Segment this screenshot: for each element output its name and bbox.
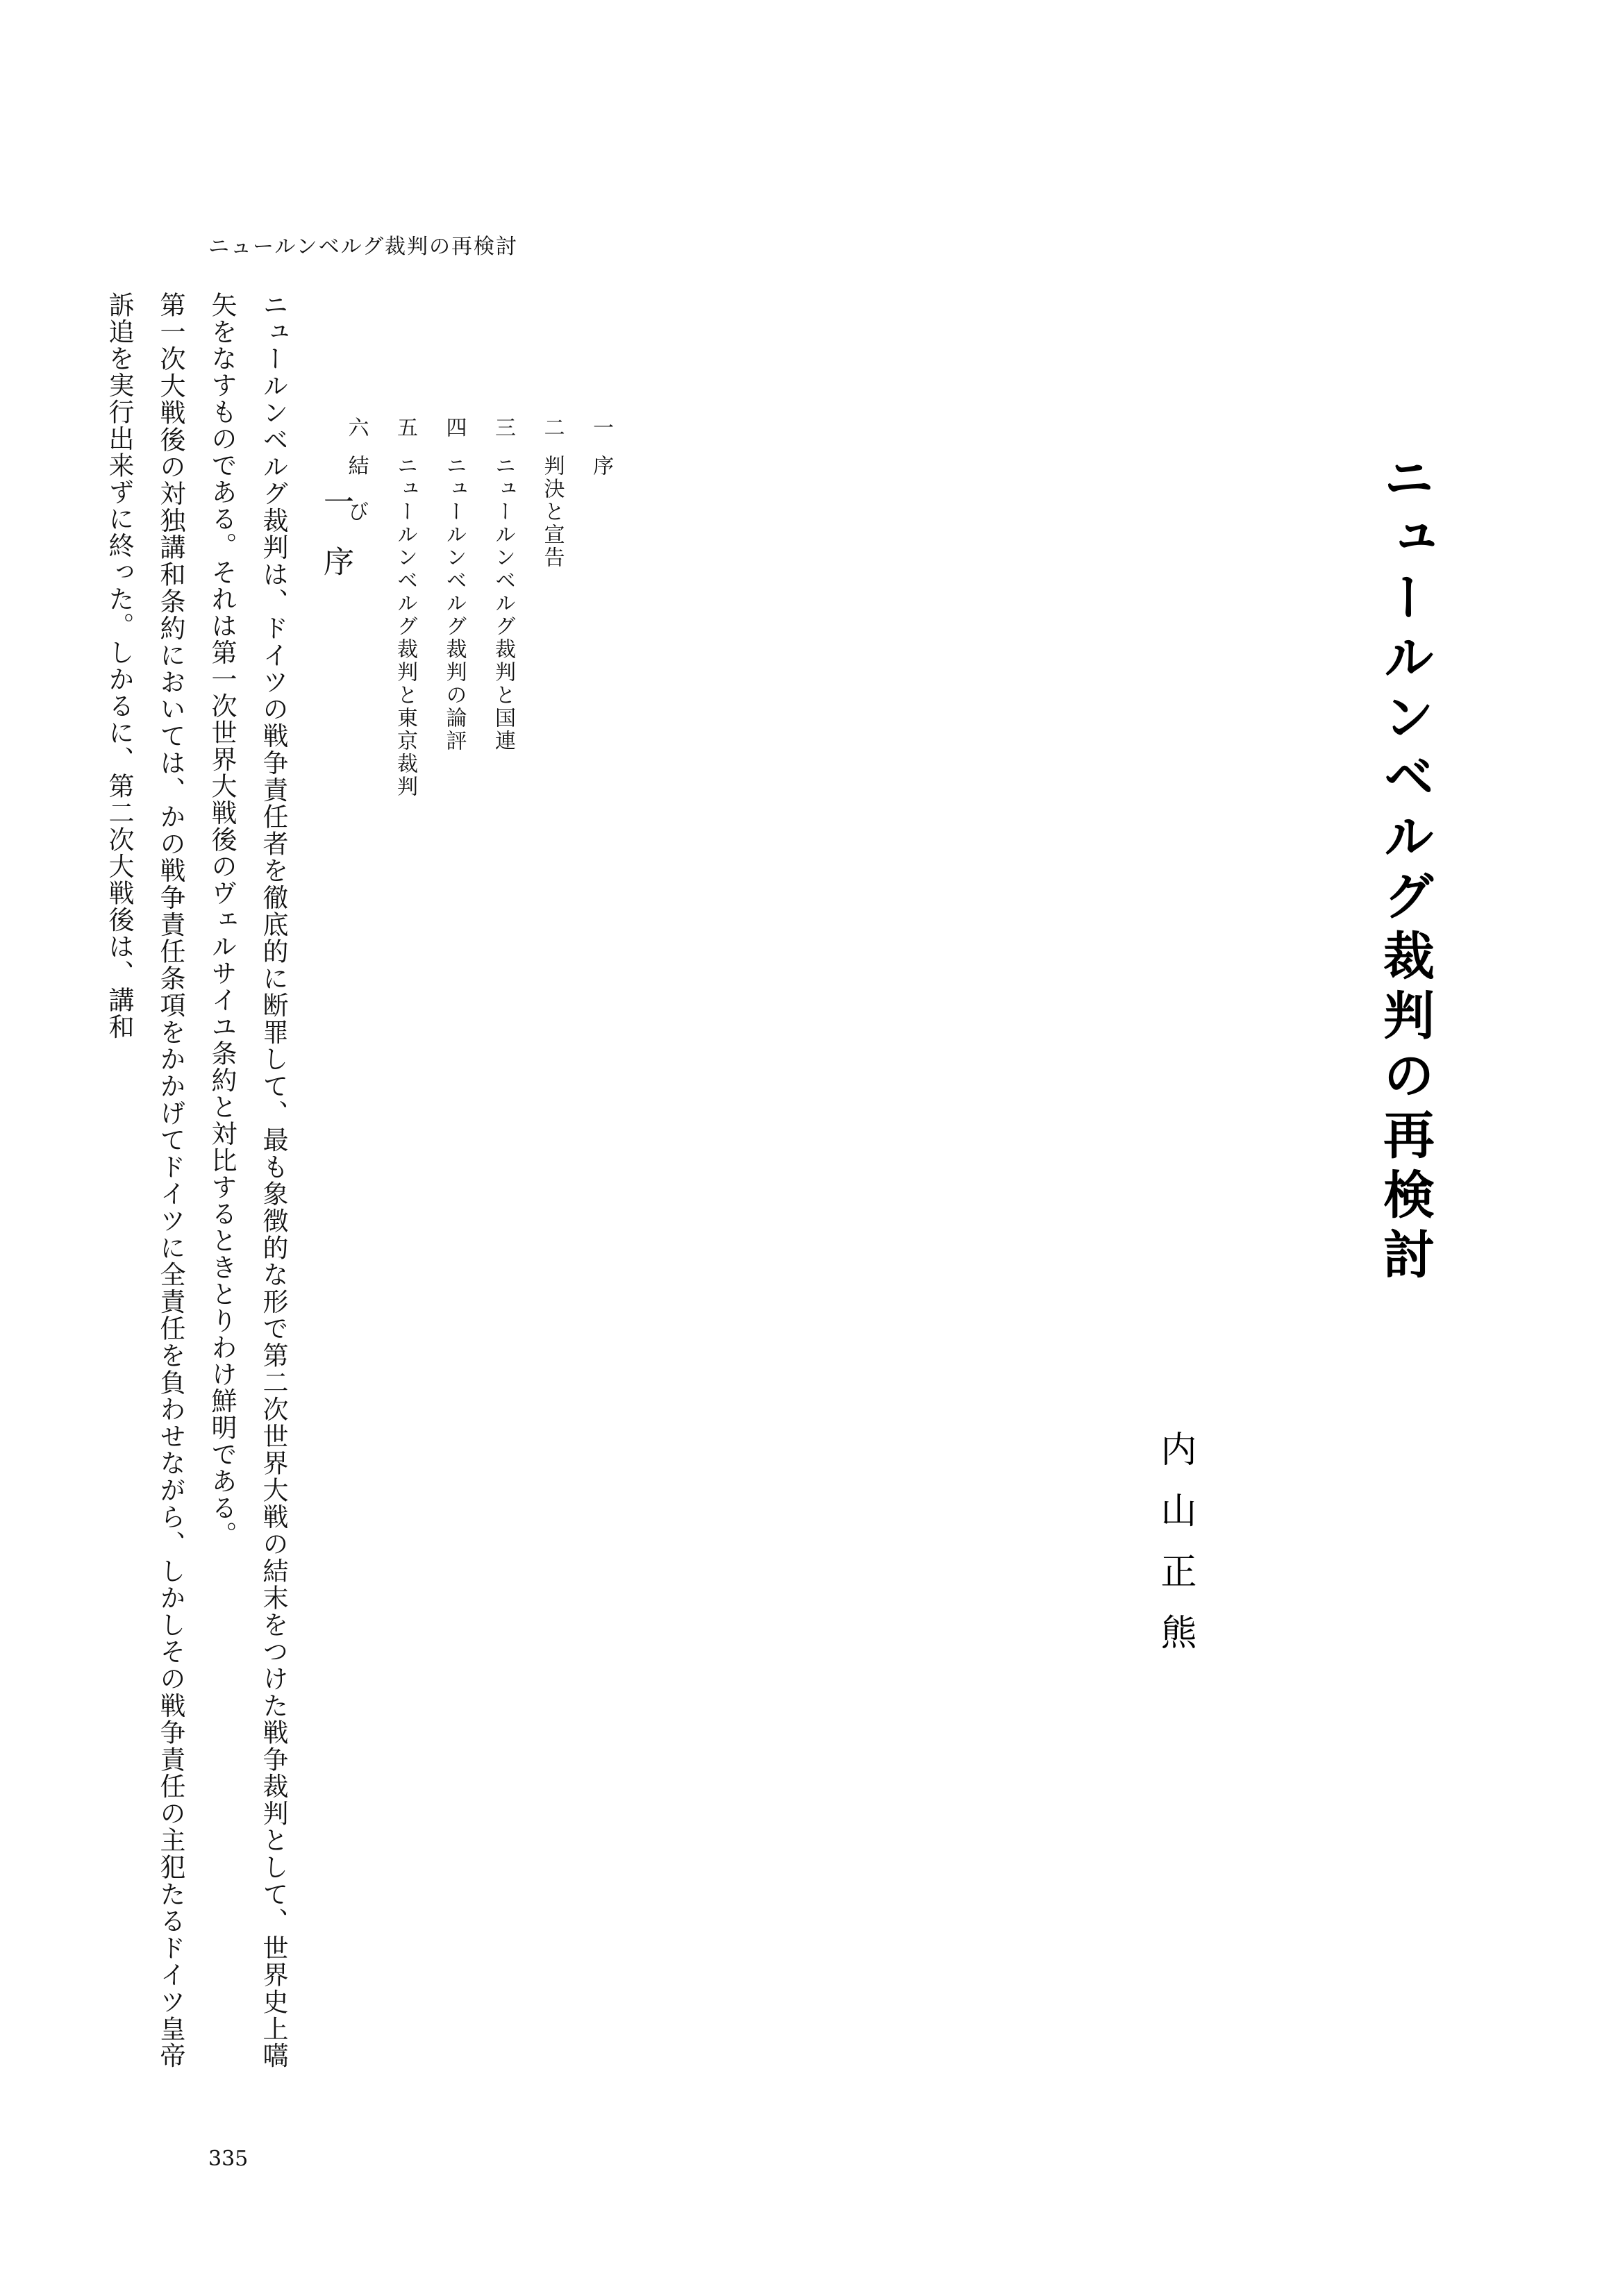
- page-title: ニュールンベルグ裁判の再検討: [1375, 451, 1435, 1287]
- running-head: ニュールンベルグ裁判の再検討: [208, 235, 519, 259]
- toc-item-number: 三: [491, 417, 515, 439]
- author-name: 内山正熊: [1154, 1430, 1196, 1675]
- toc-item: [478, 417, 528, 944]
- toc-item-label: ニュールンベルグ裁判と東京裁判: [393, 455, 417, 798]
- toc-item: [381, 417, 430, 944]
- toc-item-number: 二: [540, 417, 565, 439]
- toc-item-label: 序: [589, 455, 613, 478]
- body-paragraph: 第一次大戦後の対独講和条約においては、かの戦争責任条項をかかげてドイツに全責任を負わせながら、しかしその戦争責任の主犯たるドイツ皇帝訴追を実行出来ずに終った。しかるに、第二次大戦後は、講和: [104, 292, 185, 2069]
- table-of-contents: [331, 417, 625, 944]
- toc-item: [429, 417, 478, 944]
- body-text: [7, 292, 299, 2069]
- toc-item-number: 六: [344, 417, 369, 439]
- toc-item: [527, 417, 576, 944]
- toc-item-number: 五: [393, 417, 417, 439]
- toc-item-number: 一: [589, 417, 613, 439]
- section-heading-label: 序: [318, 546, 353, 582]
- section-heading: [313, 486, 358, 582]
- body-paragraph: ニュールンベルグ裁判は、ドイツの戦争責任者を徹底的に断罪して、最も象徴的な形で第二次世界大戦の結末をつけた戦争裁判として、世界史上嚆矢をなすものである。それは第一次世界大戦後のヴェルサイユ条約と対比するときとりわけ鮮明である。: [207, 292, 288, 2069]
- toc-item-label: ニュールンベルグ裁判の論評: [442, 455, 467, 753]
- toc-item-label: 判決と宣告: [540, 455, 565, 569]
- page-number: 335: [208, 2147, 249, 2171]
- toc-item-number: 四: [442, 417, 467, 439]
- section-heading-number: 一: [318, 486, 353, 522]
- toc-item: [576, 417, 626, 944]
- toc-item-label: 結 び: [344, 455, 369, 523]
- toc-item-label: ニュールンベルグ裁判と国連: [491, 455, 515, 753]
